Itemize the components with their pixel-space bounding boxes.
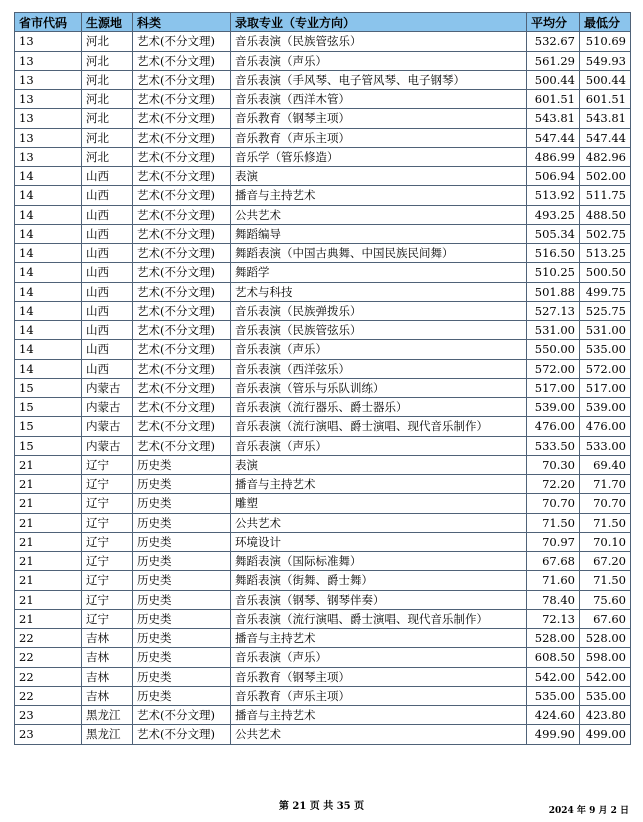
cell-average-score: 70.70 — [527, 494, 580, 513]
cell-province-code: 15 — [15, 378, 82, 397]
table-row — [15, 263, 631, 282]
table-row — [15, 224, 631, 243]
cell-average-score: 510.25 — [527, 263, 580, 282]
cell-average-score: 572.00 — [527, 359, 580, 378]
cell-category: 艺术(不分文理) — [133, 725, 231, 744]
cell-origin: 吉林 — [82, 629, 133, 648]
cell-category: 历史类 — [133, 494, 231, 513]
cell-min-score: 423.80 — [580, 706, 631, 725]
cell-min-score: 533.00 — [580, 436, 631, 455]
cell-category: 艺术(不分文理) — [133, 90, 231, 109]
table-row — [15, 51, 631, 70]
cell-min-score: 488.50 — [580, 205, 631, 224]
cell-category: 艺术(不分文理) — [133, 378, 231, 397]
cell-min-score: 528.00 — [580, 629, 631, 648]
table-row — [15, 398, 631, 417]
table-header-row — [15, 13, 631, 32]
cell-province-code: 21 — [15, 494, 82, 513]
table-row — [15, 475, 631, 494]
table-row — [15, 321, 631, 340]
table-row — [15, 205, 631, 224]
cell-major: 音乐表演（声乐） — [231, 51, 527, 70]
cell-major: 表演 — [231, 167, 527, 186]
header-major: 录取专业（专业方向） — [231, 13, 527, 32]
cell-origin: 山西 — [82, 282, 133, 301]
table-row — [15, 609, 631, 628]
cell-origin: 黑龙江 — [82, 725, 133, 744]
cell-major: 音乐表演（手风琴、电子管风琴、电子钢琴） — [231, 70, 527, 89]
cell-average-score: 71.60 — [527, 571, 580, 590]
cell-category: 艺术(不分文理) — [133, 417, 231, 436]
header-min-score: 最低分 — [580, 13, 631, 32]
cell-category: 历史类 — [133, 552, 231, 571]
cell-major: 音乐表演（民族管弦乐） — [231, 321, 527, 340]
cell-origin: 山西 — [82, 340, 133, 359]
cell-min-score: 598.00 — [580, 648, 631, 667]
cell-category: 艺术(不分文理) — [133, 244, 231, 263]
cell-average-score: 72.20 — [527, 475, 580, 494]
cell-major: 音乐教育（声乐主项） — [231, 128, 527, 147]
table-row — [15, 686, 631, 705]
cell-average-score: 67.68 — [527, 552, 580, 571]
cell-min-score: 476.00 — [580, 417, 631, 436]
cell-major: 公共艺术 — [231, 725, 527, 744]
cell-origin: 山西 — [82, 224, 133, 243]
cell-category: 艺术(不分文理) — [133, 706, 231, 725]
table-row — [15, 552, 631, 571]
admission-score-table — [14, 12, 631, 745]
cell-category: 历史类 — [133, 513, 231, 532]
cell-average-score: 531.00 — [527, 321, 580, 340]
cell-min-score: 500.44 — [580, 70, 631, 89]
cell-category: 历史类 — [133, 686, 231, 705]
cell-major: 音乐表演（声乐） — [231, 436, 527, 455]
cell-origin: 河北 — [82, 128, 133, 147]
cell-min-score: 67.20 — [580, 552, 631, 571]
table-row — [15, 725, 631, 744]
cell-category: 历史类 — [133, 475, 231, 494]
cell-province-code: 14 — [15, 244, 82, 263]
cell-major: 播音与主持艺术 — [231, 706, 527, 725]
cell-average-score: 493.25 — [527, 205, 580, 224]
cell-category: 艺术(不分文理) — [133, 51, 231, 70]
cell-origin: 内蒙古 — [82, 417, 133, 436]
cell-min-score: 531.00 — [580, 321, 631, 340]
cell-min-score: 510.69 — [580, 32, 631, 51]
cell-origin: 吉林 — [82, 648, 133, 667]
cell-average-score: 528.00 — [527, 629, 580, 648]
cell-category: 艺术(不分文理) — [133, 205, 231, 224]
cell-province-code: 21 — [15, 552, 82, 571]
cell-major: 音乐表演（声乐） — [231, 340, 527, 359]
cell-province-code: 13 — [15, 90, 82, 109]
table-row — [15, 359, 631, 378]
cell-category: 艺术(不分文理) — [133, 301, 231, 320]
cell-average-score: 601.51 — [527, 90, 580, 109]
cell-average-score: 608.50 — [527, 648, 580, 667]
table-row — [15, 32, 631, 51]
cell-major: 音乐表演（民族弹拨乐） — [231, 301, 527, 320]
cell-min-score: 517.00 — [580, 378, 631, 397]
cell-min-score: 502.00 — [580, 167, 631, 186]
table-body — [15, 32, 631, 744]
table-row — [15, 667, 631, 686]
cell-province-code: 21 — [15, 609, 82, 628]
cell-origin: 内蒙古 — [82, 398, 133, 417]
cell-category: 艺术(不分文理) — [133, 340, 231, 359]
table-row — [15, 244, 631, 263]
table-row — [15, 186, 631, 205]
cell-province-code: 14 — [15, 359, 82, 378]
cell-major: 舞蹈学 — [231, 263, 527, 282]
cell-major: 舞蹈表演（国际标准舞） — [231, 552, 527, 571]
cell-province-code: 21 — [15, 590, 82, 609]
cell-province-code: 22 — [15, 648, 82, 667]
cell-min-score: 511.75 — [580, 186, 631, 205]
cell-average-score: 70.30 — [527, 455, 580, 474]
cell-province-code: 21 — [15, 455, 82, 474]
cell-category: 艺术(不分文理) — [133, 70, 231, 89]
cell-origin: 吉林 — [82, 686, 133, 705]
cell-major: 公共艺术 — [231, 513, 527, 532]
cell-origin: 山西 — [82, 321, 133, 340]
table-row — [15, 167, 631, 186]
cell-province-code: 21 — [15, 513, 82, 532]
cell-major: 音乐表演（流行器乐、爵士器乐） — [231, 398, 527, 417]
cell-province-code: 14 — [15, 167, 82, 186]
cell-category: 历史类 — [133, 609, 231, 628]
cell-major: 舞蹈表演（中国古典舞、中国民族民间舞） — [231, 244, 527, 263]
cell-origin: 河北 — [82, 147, 133, 166]
table-row — [15, 70, 631, 89]
cell-origin: 辽宁 — [82, 590, 133, 609]
cell-origin: 山西 — [82, 205, 133, 224]
cell-average-score: 72.13 — [527, 609, 580, 628]
cell-origin: 河北 — [82, 70, 133, 89]
cell-origin: 辽宁 — [82, 532, 133, 551]
cell-province-code: 23 — [15, 706, 82, 725]
cell-category: 历史类 — [133, 629, 231, 648]
table-row — [15, 532, 631, 551]
cell-min-score: 499.00 — [580, 725, 631, 744]
table-row — [15, 590, 631, 609]
cell-origin: 河北 — [82, 109, 133, 128]
table-row — [15, 513, 631, 532]
cell-major: 音乐表演（西洋木管） — [231, 90, 527, 109]
cell-origin: 辽宁 — [82, 494, 133, 513]
cell-average-score: 547.44 — [527, 128, 580, 147]
cell-origin: 内蒙古 — [82, 378, 133, 397]
cell-min-score: 572.00 — [580, 359, 631, 378]
cell-origin: 山西 — [82, 186, 133, 205]
cell-major: 音乐表演（流行演唱、爵士演唱、现代音乐制作） — [231, 417, 527, 436]
cell-major: 音乐表演（管乐与乐队训练） — [231, 378, 527, 397]
cell-category: 艺术(不分文理) — [133, 224, 231, 243]
cell-min-score: 71.50 — [580, 571, 631, 590]
table-row — [15, 571, 631, 590]
cell-category: 历史类 — [133, 648, 231, 667]
cell-province-code: 14 — [15, 263, 82, 282]
cell-min-score: 535.00 — [580, 340, 631, 359]
cell-major: 音乐表演（民族管弦乐） — [231, 32, 527, 51]
cell-min-score: 71.50 — [580, 513, 631, 532]
cell-province-code: 22 — [15, 629, 82, 648]
table-row — [15, 629, 631, 648]
cell-origin: 辽宁 — [82, 552, 133, 571]
cell-major: 音乐表演（西洋弦乐） — [231, 359, 527, 378]
cell-min-score: 601.51 — [580, 90, 631, 109]
cell-province-code: 21 — [15, 532, 82, 551]
cell-min-score: 67.60 — [580, 609, 631, 628]
cell-province-code: 21 — [15, 475, 82, 494]
cell-category: 艺术(不分文理) — [133, 167, 231, 186]
cell-origin: 山西 — [82, 263, 133, 282]
cell-min-score: 535.00 — [580, 686, 631, 705]
cell-min-score: 500.50 — [580, 263, 631, 282]
cell-average-score: 501.88 — [527, 282, 580, 301]
cell-category: 历史类 — [133, 667, 231, 686]
cell-origin: 山西 — [82, 167, 133, 186]
cell-category: 艺术(不分文理) — [133, 109, 231, 128]
print-date: 2024 年 9 月 2 日 — [548, 806, 629, 816]
table-row — [15, 648, 631, 667]
table-row — [15, 706, 631, 725]
cell-average-score: 550.00 — [527, 340, 580, 359]
cell-category: 历史类 — [133, 590, 231, 609]
cell-province-code: 14 — [15, 301, 82, 320]
table-row — [15, 417, 631, 436]
cell-major: 音乐教育（声乐主项） — [231, 686, 527, 705]
cell-average-score: 539.00 — [527, 398, 580, 417]
cell-province-code: 14 — [15, 205, 82, 224]
cell-category: 艺术(不分文理) — [133, 186, 231, 205]
header-average-score: 平均分 — [527, 13, 580, 32]
cell-origin: 内蒙古 — [82, 436, 133, 455]
cell-average-score: 500.44 — [527, 70, 580, 89]
cell-origin: 河北 — [82, 90, 133, 109]
cell-average-score: 561.29 — [527, 51, 580, 70]
cell-major: 艺术与科技 — [231, 282, 527, 301]
header-origin: 生源地 — [82, 13, 133, 32]
cell-average-score: 513.92 — [527, 186, 580, 205]
cell-average-score: 70.97 — [527, 532, 580, 551]
cell-category: 艺术(不分文理) — [133, 436, 231, 455]
table-row — [15, 282, 631, 301]
cell-major: 舞蹈编导 — [231, 224, 527, 243]
cell-min-score: 542.00 — [580, 667, 631, 686]
table-row — [15, 378, 631, 397]
cell-province-code: 15 — [15, 417, 82, 436]
cell-origin: 河北 — [82, 32, 133, 51]
cell-origin: 山西 — [82, 244, 133, 263]
cell-province-code: 13 — [15, 70, 82, 89]
cell-major: 表演 — [231, 455, 527, 474]
cell-major: 音乐表演（声乐） — [231, 648, 527, 667]
cell-min-score: 549.93 — [580, 51, 631, 70]
cell-average-score: 535.00 — [527, 686, 580, 705]
cell-category: 艺术(不分文理) — [133, 263, 231, 282]
cell-major: 播音与主持艺术 — [231, 475, 527, 494]
table-row — [15, 128, 631, 147]
cell-min-score: 71.70 — [580, 475, 631, 494]
cell-major: 雕塑 — [231, 494, 527, 513]
cell-min-score: 75.60 — [580, 590, 631, 609]
cell-province-code: 13 — [15, 51, 82, 70]
cell-min-score: 69.40 — [580, 455, 631, 474]
table-row — [15, 301, 631, 320]
table-row — [15, 109, 631, 128]
cell-category: 艺术(不分文理) — [133, 147, 231, 166]
cell-major: 播音与主持艺术 — [231, 186, 527, 205]
table-row — [15, 436, 631, 455]
cell-province-code: 13 — [15, 32, 82, 51]
cell-province-code: 14 — [15, 224, 82, 243]
cell-average-score: 517.00 — [527, 378, 580, 397]
cell-major: 音乐表演（流行演唱、爵士演唱、现代音乐制作） — [231, 609, 527, 628]
cell-min-score: 70.70 — [580, 494, 631, 513]
cell-origin: 山西 — [82, 359, 133, 378]
cell-province-code: 13 — [15, 128, 82, 147]
cell-average-score: 543.81 — [527, 109, 580, 128]
header-province-code: 省市代码 — [15, 13, 82, 32]
cell-province-code: 13 — [15, 147, 82, 166]
cell-province-code: 14 — [15, 321, 82, 340]
header-category: 科类 — [133, 13, 231, 32]
cell-average-score: 505.34 — [527, 224, 580, 243]
cell-major: 播音与主持艺术 — [231, 629, 527, 648]
cell-average-score: 499.90 — [527, 725, 580, 744]
cell-category: 历史类 — [133, 571, 231, 590]
page-number: 第 21 页 共 35 页 — [278, 801, 365, 812]
cell-average-score: 476.00 — [527, 417, 580, 436]
cell-province-code: 22 — [15, 667, 82, 686]
cell-average-score: 506.94 — [527, 167, 580, 186]
cell-major: 环境设计 — [231, 532, 527, 551]
cell-category: 艺术(不分文理) — [133, 359, 231, 378]
cell-category: 艺术(不分文理) — [133, 321, 231, 340]
cell-average-score: 532.67 — [527, 32, 580, 51]
table-row — [15, 494, 631, 513]
cell-category: 艺术(不分文理) — [133, 398, 231, 417]
cell-province-code: 14 — [15, 282, 82, 301]
cell-min-score: 499.75 — [580, 282, 631, 301]
cell-min-score: 539.00 — [580, 398, 631, 417]
cell-category: 艺术(不分文理) — [133, 32, 231, 51]
cell-province-code: 22 — [15, 686, 82, 705]
cell-min-score: 525.75 — [580, 301, 631, 320]
cell-category: 艺术(不分文理) — [133, 128, 231, 147]
cell-average-score: 533.50 — [527, 436, 580, 455]
table-row — [15, 147, 631, 166]
table-row — [15, 455, 631, 474]
cell-origin: 辽宁 — [82, 609, 133, 628]
cell-average-score: 516.50 — [527, 244, 580, 263]
cell-province-code: 14 — [15, 340, 82, 359]
cell-province-code: 15 — [15, 436, 82, 455]
cell-average-score: 71.50 — [527, 513, 580, 532]
cell-major: 音乐学（管乐修造） — [231, 147, 527, 166]
cell-major: 舞蹈表演（街舞、爵士舞） — [231, 571, 527, 590]
cell-origin: 河北 — [82, 51, 133, 70]
table-row — [15, 340, 631, 359]
cell-min-score: 482.96 — [580, 147, 631, 166]
cell-min-score: 70.10 — [580, 532, 631, 551]
cell-average-score: 527.13 — [527, 301, 580, 320]
cell-major: 音乐表演（钢琴、钢琴伴奏） — [231, 590, 527, 609]
cell-origin: 山西 — [82, 301, 133, 320]
cell-average-score: 424.60 — [527, 706, 580, 725]
cell-origin: 辽宁 — [82, 455, 133, 474]
cell-min-score: 513.25 — [580, 244, 631, 263]
cell-average-score: 486.99 — [527, 147, 580, 166]
table-row — [15, 90, 631, 109]
cell-origin: 辽宁 — [82, 571, 133, 590]
cell-origin: 辽宁 — [82, 475, 133, 494]
cell-category: 历史类 — [133, 532, 231, 551]
cell-category: 历史类 — [133, 455, 231, 474]
cell-category: 艺术(不分文理) — [133, 282, 231, 301]
cell-min-score: 547.44 — [580, 128, 631, 147]
cell-origin: 辽宁 — [82, 513, 133, 532]
cell-province-code: 13 — [15, 109, 82, 128]
cell-min-score: 502.75 — [580, 224, 631, 243]
cell-origin: 黑龙江 — [82, 706, 133, 725]
cell-origin: 吉林 — [82, 667, 133, 686]
cell-province-code: 21 — [15, 571, 82, 590]
cell-province-code: 15 — [15, 398, 82, 417]
cell-province-code: 14 — [15, 186, 82, 205]
cell-major: 音乐教育（钢琴主项） — [231, 109, 527, 128]
cell-min-score: 543.81 — [580, 109, 631, 128]
cell-average-score: 78.40 — [527, 590, 580, 609]
cell-major: 公共艺术 — [231, 205, 527, 224]
cell-major: 音乐教育（钢琴主项） — [231, 667, 527, 686]
cell-average-score: 542.00 — [527, 667, 580, 686]
cell-province-code: 23 — [15, 725, 82, 744]
